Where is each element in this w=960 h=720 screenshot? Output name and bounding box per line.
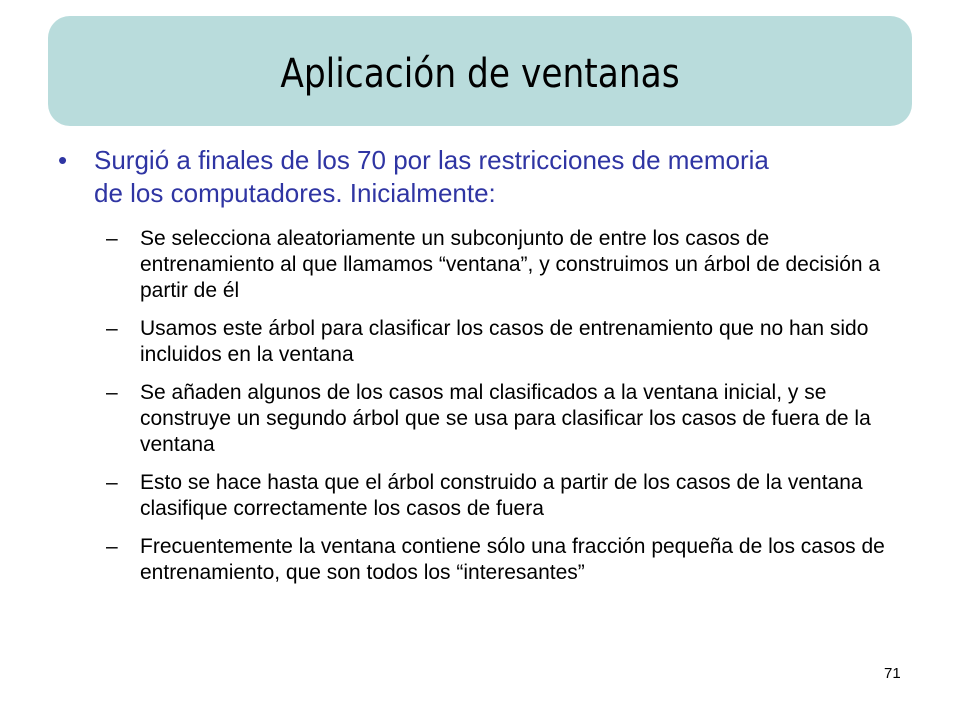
sub-bullet-list xyxy=(106,226,918,586)
sub-bullet-text: Se selecciona aleatoriamente un subconjunto de entre los casos de entrenamiento al que llamamos “ventana”, y construimos un árbol de decisión a partir de él xyxy=(140,227,881,302)
sub-bullet-4 xyxy=(106,470,918,522)
sub-bullet-text: Esto se hace hasta que el árbol construido a partir de los casos de la ventana clasifique correctamente los casos de fuera xyxy=(140,471,863,520)
sub-bullet-3 xyxy=(106,380,918,458)
sub-bullet-text: Se añaden algunos de los casos mal clasificados a la ventana inicial, y se construye un segundo árbol que se usa para clasificar los casos de fuera de la ventana xyxy=(140,381,871,456)
slide-title: Aplicación de ventanas xyxy=(280,51,680,97)
page-number: 71 xyxy=(884,665,901,682)
dash-icon: – xyxy=(106,535,118,558)
sub-bullet-text: Frecuentemente la ventana contiene sólo una fracción pequeña de los casos de entrenamiento, que son todos los “interesantes” xyxy=(140,535,885,584)
title-banner xyxy=(48,16,912,126)
sub-bullet-5 xyxy=(106,534,918,586)
dash-icon: – xyxy=(106,381,118,404)
bullet-icon: • xyxy=(58,145,68,175)
dash-icon: – xyxy=(106,471,118,494)
dash-icon: – xyxy=(106,227,118,250)
dash-icon: – xyxy=(106,317,118,340)
main-bullet-text: Surgió a finales de los 70 por las restricciones de memoria de los computadores. Inicialmente: xyxy=(94,145,769,208)
sub-bullet-1 xyxy=(106,226,918,304)
sub-bullet-text: Usamos este árbol para clasificar los casos de entrenamiento que no han sido incluidos en la ventana xyxy=(140,317,869,366)
sub-bullet-2 xyxy=(106,316,918,368)
slide-content xyxy=(58,144,918,598)
main-bullet xyxy=(58,144,918,210)
